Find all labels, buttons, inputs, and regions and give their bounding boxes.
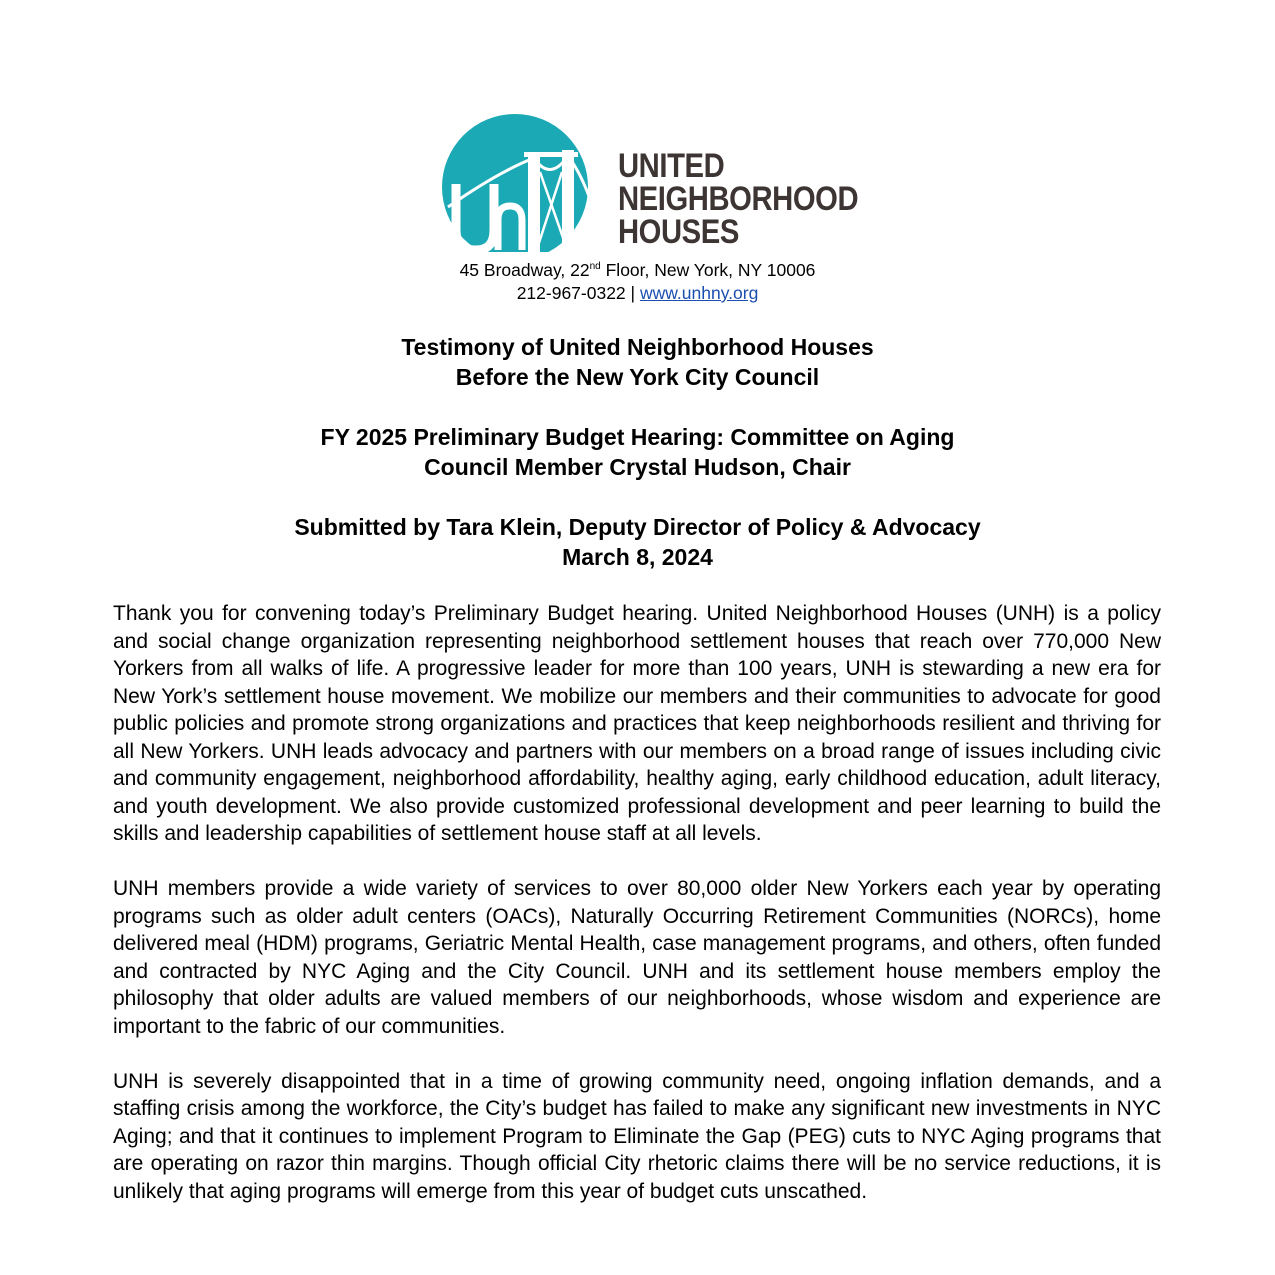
- body-text: [113, 600, 1161, 1233]
- testimony-heading: [0, 332, 1275, 392]
- org-name-line-1: UNITED: [618, 147, 725, 185]
- address-superscript: nd: [589, 261, 601, 272]
- street-address: [0, 259, 1275, 282]
- paragraph: UNH is severely disappointed that in a time of growing community need, ongoing inflation demands, and a staffing crisis among the workforce, the City’s budget has failed to make any significant new investments in NYC Aging; and that it continues to implement Program to Eliminate the Gap (PEG) cuts to NYC Aging programs that are operating on razor thin margins. Though official City rhetoric claims there will be no service reductions, it is unlikely that aging programs will emerge from this year of budget cuts unscathed.: [113, 1069, 1161, 1203]
- hearing-heading: [0, 422, 1275, 482]
- submission-heading: [0, 512, 1275, 572]
- phone-number: 212-967-0322 |: [516, 283, 640, 303]
- submitted-by: Submitted by Tara Klein, Deputy Director of Policy & Advocacy: [294, 514, 981, 540]
- address-block: [0, 259, 1275, 305]
- org-name-line-3: HOUSES: [618, 213, 739, 251]
- testimony-title: Testimony of United Neighborhood Houses: [401, 334, 874, 360]
- unh-logo-mark: [428, 112, 608, 258]
- hearing-chair: Council Member Crystal Hudson, Chair: [424, 454, 851, 480]
- address-part-2: Floor, New York, NY 10006: [600, 260, 816, 280]
- contact-line: [0, 282, 1275, 305]
- org-name-line-2: NEIGHBORHOOD: [618, 180, 859, 218]
- org-name-wordmark: [618, 147, 859, 251]
- submission-date: March 8, 2024: [562, 544, 713, 570]
- paragraph: UNH members provide a wide variety of services to over 80,000 older New Yorkers each year by operating programs such as older adult centers (OACs), Naturally Occurring Retirement Communities (NORCs), home delivered meal (HDM) programs, Geriatric Mental Health, case management programs, and others, often funded and contracted by NYC Aging and the City Council. UNH and its settlement house members employ the philosophy that older adults are valued members of our neighborhoods, whose wisdom and experience are important to the fabric of our communities.: [113, 877, 1161, 1038]
- testimony-subtitle: Before the New York City Council: [455, 364, 820, 390]
- paragraph: Thank you for convening today’s Preliminary Budget hearing. United Neighborhood Houses (UNH) is a policy and social change organization representing neighborhood settlement houses that reach over 770,000 New Yorkers from all walks of life. A progressive leader for more than 100 years, UNH is stewarding a new era for New York’s settlement house movement. We mobilize our members and their communities to advocate for good public policies and promote strong organizations and practices that keep neighborhoods resilient and thriving for all New Yorkers. UNH leads advocacy and partners with our members on a broad range of issues including civic and community engagement, neighborhood affordability, healthy aging, early childhood education, adult literacy, and youth development. We also provide customized professional development and peer learning to build the skills and leadership capabilities of settlement house staff at all levels.: [113, 602, 1161, 845]
- hearing-title: FY 2025 Preliminary Budget Hearing: Committee on Aging: [320, 424, 955, 450]
- address-part-1: 45 Broadway, 22: [459, 260, 590, 280]
- unh-logo: [428, 112, 858, 258]
- title-block: [0, 332, 1275, 572]
- website-link[interactable]: www.unhny.org: [639, 283, 759, 303]
